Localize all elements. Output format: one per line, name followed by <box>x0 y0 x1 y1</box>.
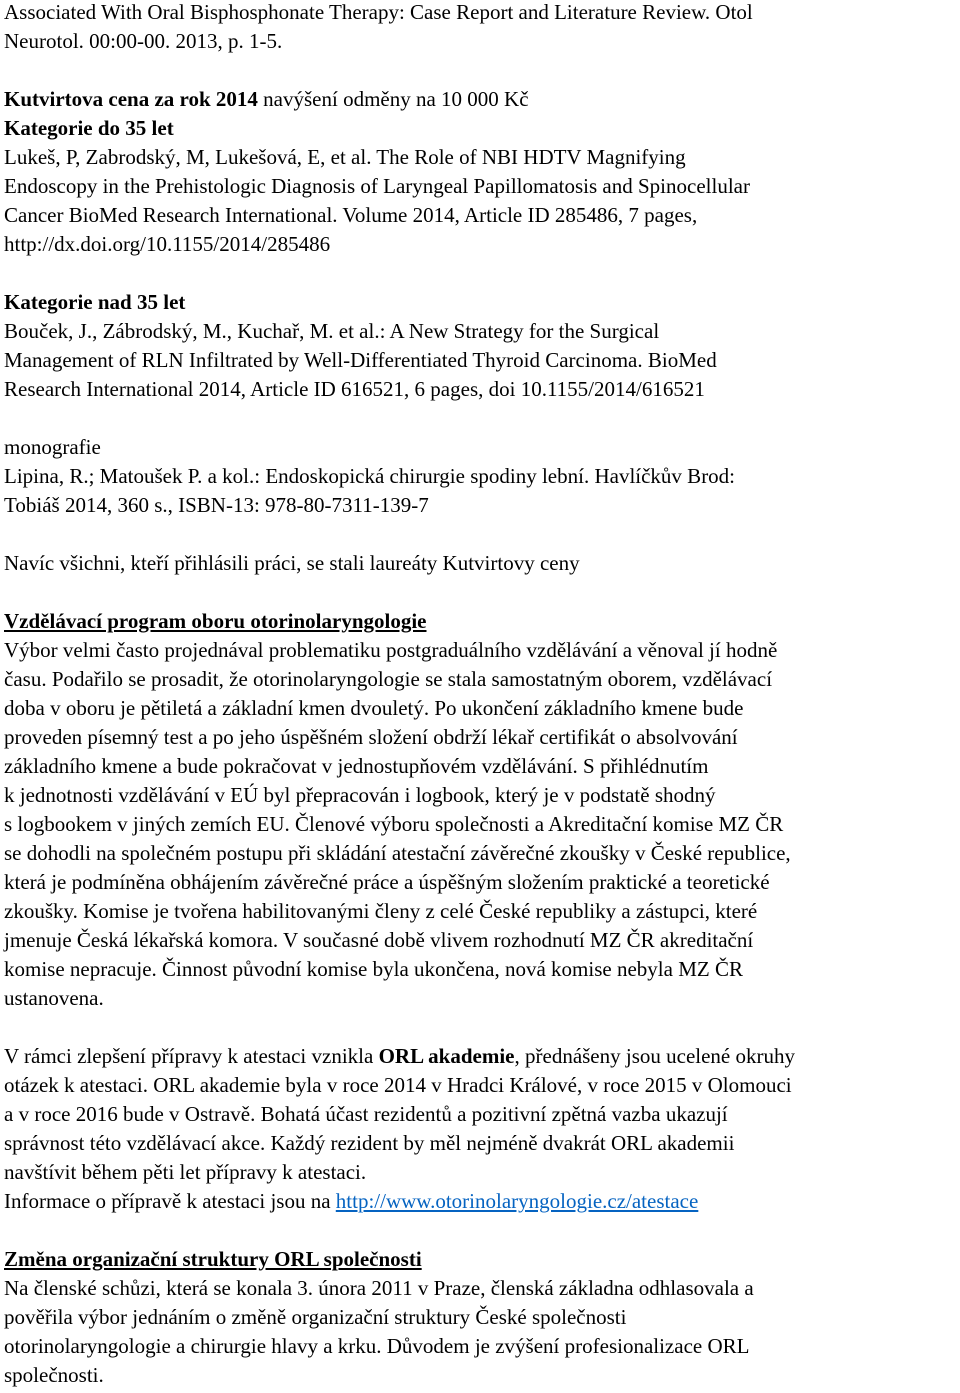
laureates-note: Navíc všichni, kteří přihlásili práci, se stali laureáty Kutvirtovy ceny <box>4 551 580 575</box>
academy-text-post: , přednášeny jsou ucelené okruhy <box>514 1044 795 1068</box>
spacer <box>4 1013 956 1042</box>
over35-entry-line: Bouček, J., Zábrodský, M., Kuchař, M. et al.: A New Strategy for the Surgical <box>4 319 660 343</box>
academy-paragraph-line: navštívit během pěti let přípravy k atestaci. <box>4 1160 367 1184</box>
under35-entry-line: Cancer BioMed Research International. Volume 2014, Article ID 285486, 7 pages, <box>4 203 698 227</box>
structure-paragraph-line: Na členské schůzi, která se konala 3. února 2011 v Praze, členská základna odhlasovala a <box>4 1276 754 1300</box>
education-paragraph-line: základního kmene a bude pokračovat v jednostupňovém vzdělávání. S přihlédnutím <box>4 754 709 778</box>
over35-entry-line: Management of RLN Infiltrated by Well-Differentiated Thyroid Carcinoma. BioMed <box>4 348 717 372</box>
education-paragraph-line: jmenuje Česká lékařská komora. V současné době vlivem rozhodnutí MZ ČR akreditační <box>4 928 754 952</box>
academy-paragraph-line: otázek k atestaci. ORL akademie byla v roce 2014 v Hradci Králové, v roce 2015 v Olomouci <box>4 1073 792 1097</box>
education-paragraph-line: zkoušky. Komise je tvořena habilitovanými členy z celé České republiky a zástupci, které <box>4 899 758 923</box>
education-paragraph-line: doba v oboru je pětiletá a základní kmen dvouletý. Po ukončení základního kmene bude <box>4 696 744 720</box>
kutvirt-prize-heading-rest: navýšení odměny na 10 000 Kč <box>257 87 529 111</box>
citation-tail-line-2: Neurotol. 00:00-00. 2013, p. 1-5. <box>4 29 283 53</box>
structure-paragraph-line: společnosti. <box>4 1363 104 1387</box>
education-paragraph-line: ustanovena. <box>4 986 104 1010</box>
spacer <box>4 578 956 607</box>
monograph-entry-line: Lipina, R.; Matoušek P. a kol.: Endoskopická chirurgie spodiny lební. Havlíčkův Brod: <box>4 464 736 488</box>
over35-entry-line: Research International 2014, Article ID 616521, 6 pages, doi 10.1155/2014/616521 <box>4 377 705 401</box>
monograph-label: monografie <box>4 435 101 459</box>
education-section-heading: Vzdělávací program oboru otorinolaryngologie <box>4 609 427 633</box>
kutvirt-prize-heading <box>4 85 956 114</box>
education-paragraph-line: času. Podařilo se prosadit, že otorinolaryngologie se stala samostatným oborem, vzdělávací <box>4 667 773 691</box>
citation-tail-line-1: Associated With Oral Bisphosphonate Therapy: Case Report and Literature Review. Otol <box>4 0 753 24</box>
category-over-35-heading: Kategorie nad 35 let <box>4 290 186 314</box>
under35-entry-line: http://dx.doi.org/10.1155/2014/285486 <box>4 232 331 256</box>
orl-academy-term: ORL akademie <box>378 1044 515 1068</box>
monograph-entry-line: Tobiáš 2014, 360 s., ISBN-13: 978-80-7311-139-7 <box>4 493 429 517</box>
structure-section-heading: Změna organizační struktury ORL společnosti <box>4 1247 422 1271</box>
education-paragraph-line: se dohodli na společném postupu při skládání atestační závěrečné zkoušky v České republice, <box>4 841 791 865</box>
academy-paragraph-first-line <box>4 1042 956 1071</box>
education-paragraph-line: proveden písemný test a po jeho úspěšném složení obdrží lékař certifikát o absolvování <box>4 725 738 749</box>
academy-text-pre: V rámci zlepšení přípravy k atestaci vznikla <box>4 1044 379 1068</box>
spacer <box>4 259 956 288</box>
atestace-link[interactable]: http://www.otorinolaryngologie.cz/atestace <box>335 1189 699 1213</box>
education-paragraph-line: k jednotnosti vzdělávání v EÚ byl přepracován i logbook, který je v podstatě shodný <box>4 783 716 807</box>
atestace-info-line <box>4 1187 956 1216</box>
academy-paragraph-line: a v roce 2016 bude v Ostravě. Bohatá účast rezidentů a pozitivní zpětná vazba ukazují <box>4 1102 728 1126</box>
atestace-info-text: Informace o přípravě k atestaci jsou na <box>4 1189 336 1213</box>
category-under-35-heading: Kategorie do 35 let <box>4 116 174 140</box>
document-page <box>4 0 956 1390</box>
under35-entry-line: Endoscopy in the Prehistologic Diagnosis of Laryngeal Papillomatosis and Spinocellular <box>4 174 750 198</box>
education-paragraph-line: komise nepracuje. Činnost původní komise byla ukončena, nová komise nebyla MZ ČR <box>4 957 743 981</box>
spacer <box>4 56 956 85</box>
kutvirt-prize-heading-bold: Kutvirtova cena za rok 2014 <box>4 87 258 111</box>
education-paragraph-line: s logbookem v jiných zemích EU. Členové výboru společnosti a Akreditační komise MZ ČR <box>4 812 784 836</box>
structure-paragraph-line: otorinolaryngologie a chirurgie hlavy a krku. Důvodem je zvýšení profesionalizace ORL <box>4 1334 750 1358</box>
education-paragraph-line: která je podmíněna obhájením závěrečné práce a úspěšným složením praktické a teoretické <box>4 870 770 894</box>
spacer <box>4 1216 956 1245</box>
structure-paragraph-line: pověřila výbor jednáním o změně organizační struktury České společnosti <box>4 1305 627 1329</box>
education-paragraph-line: Výbor velmi často projednával problematiku postgraduálního vzdělávání a věnoval jí hodně <box>4 638 778 662</box>
academy-paragraph-line: správnost této vzdělávací akce. Každý rezident by měl nejméně dvakrát ORL akademii <box>4 1131 735 1155</box>
under35-entry-line: Lukeš, P, Zabrodský, M, Lukešová, E, et al. The Role of NBI HDTV Magnifying <box>4 145 686 169</box>
spacer <box>4 520 956 549</box>
spacer <box>4 404 956 433</box>
